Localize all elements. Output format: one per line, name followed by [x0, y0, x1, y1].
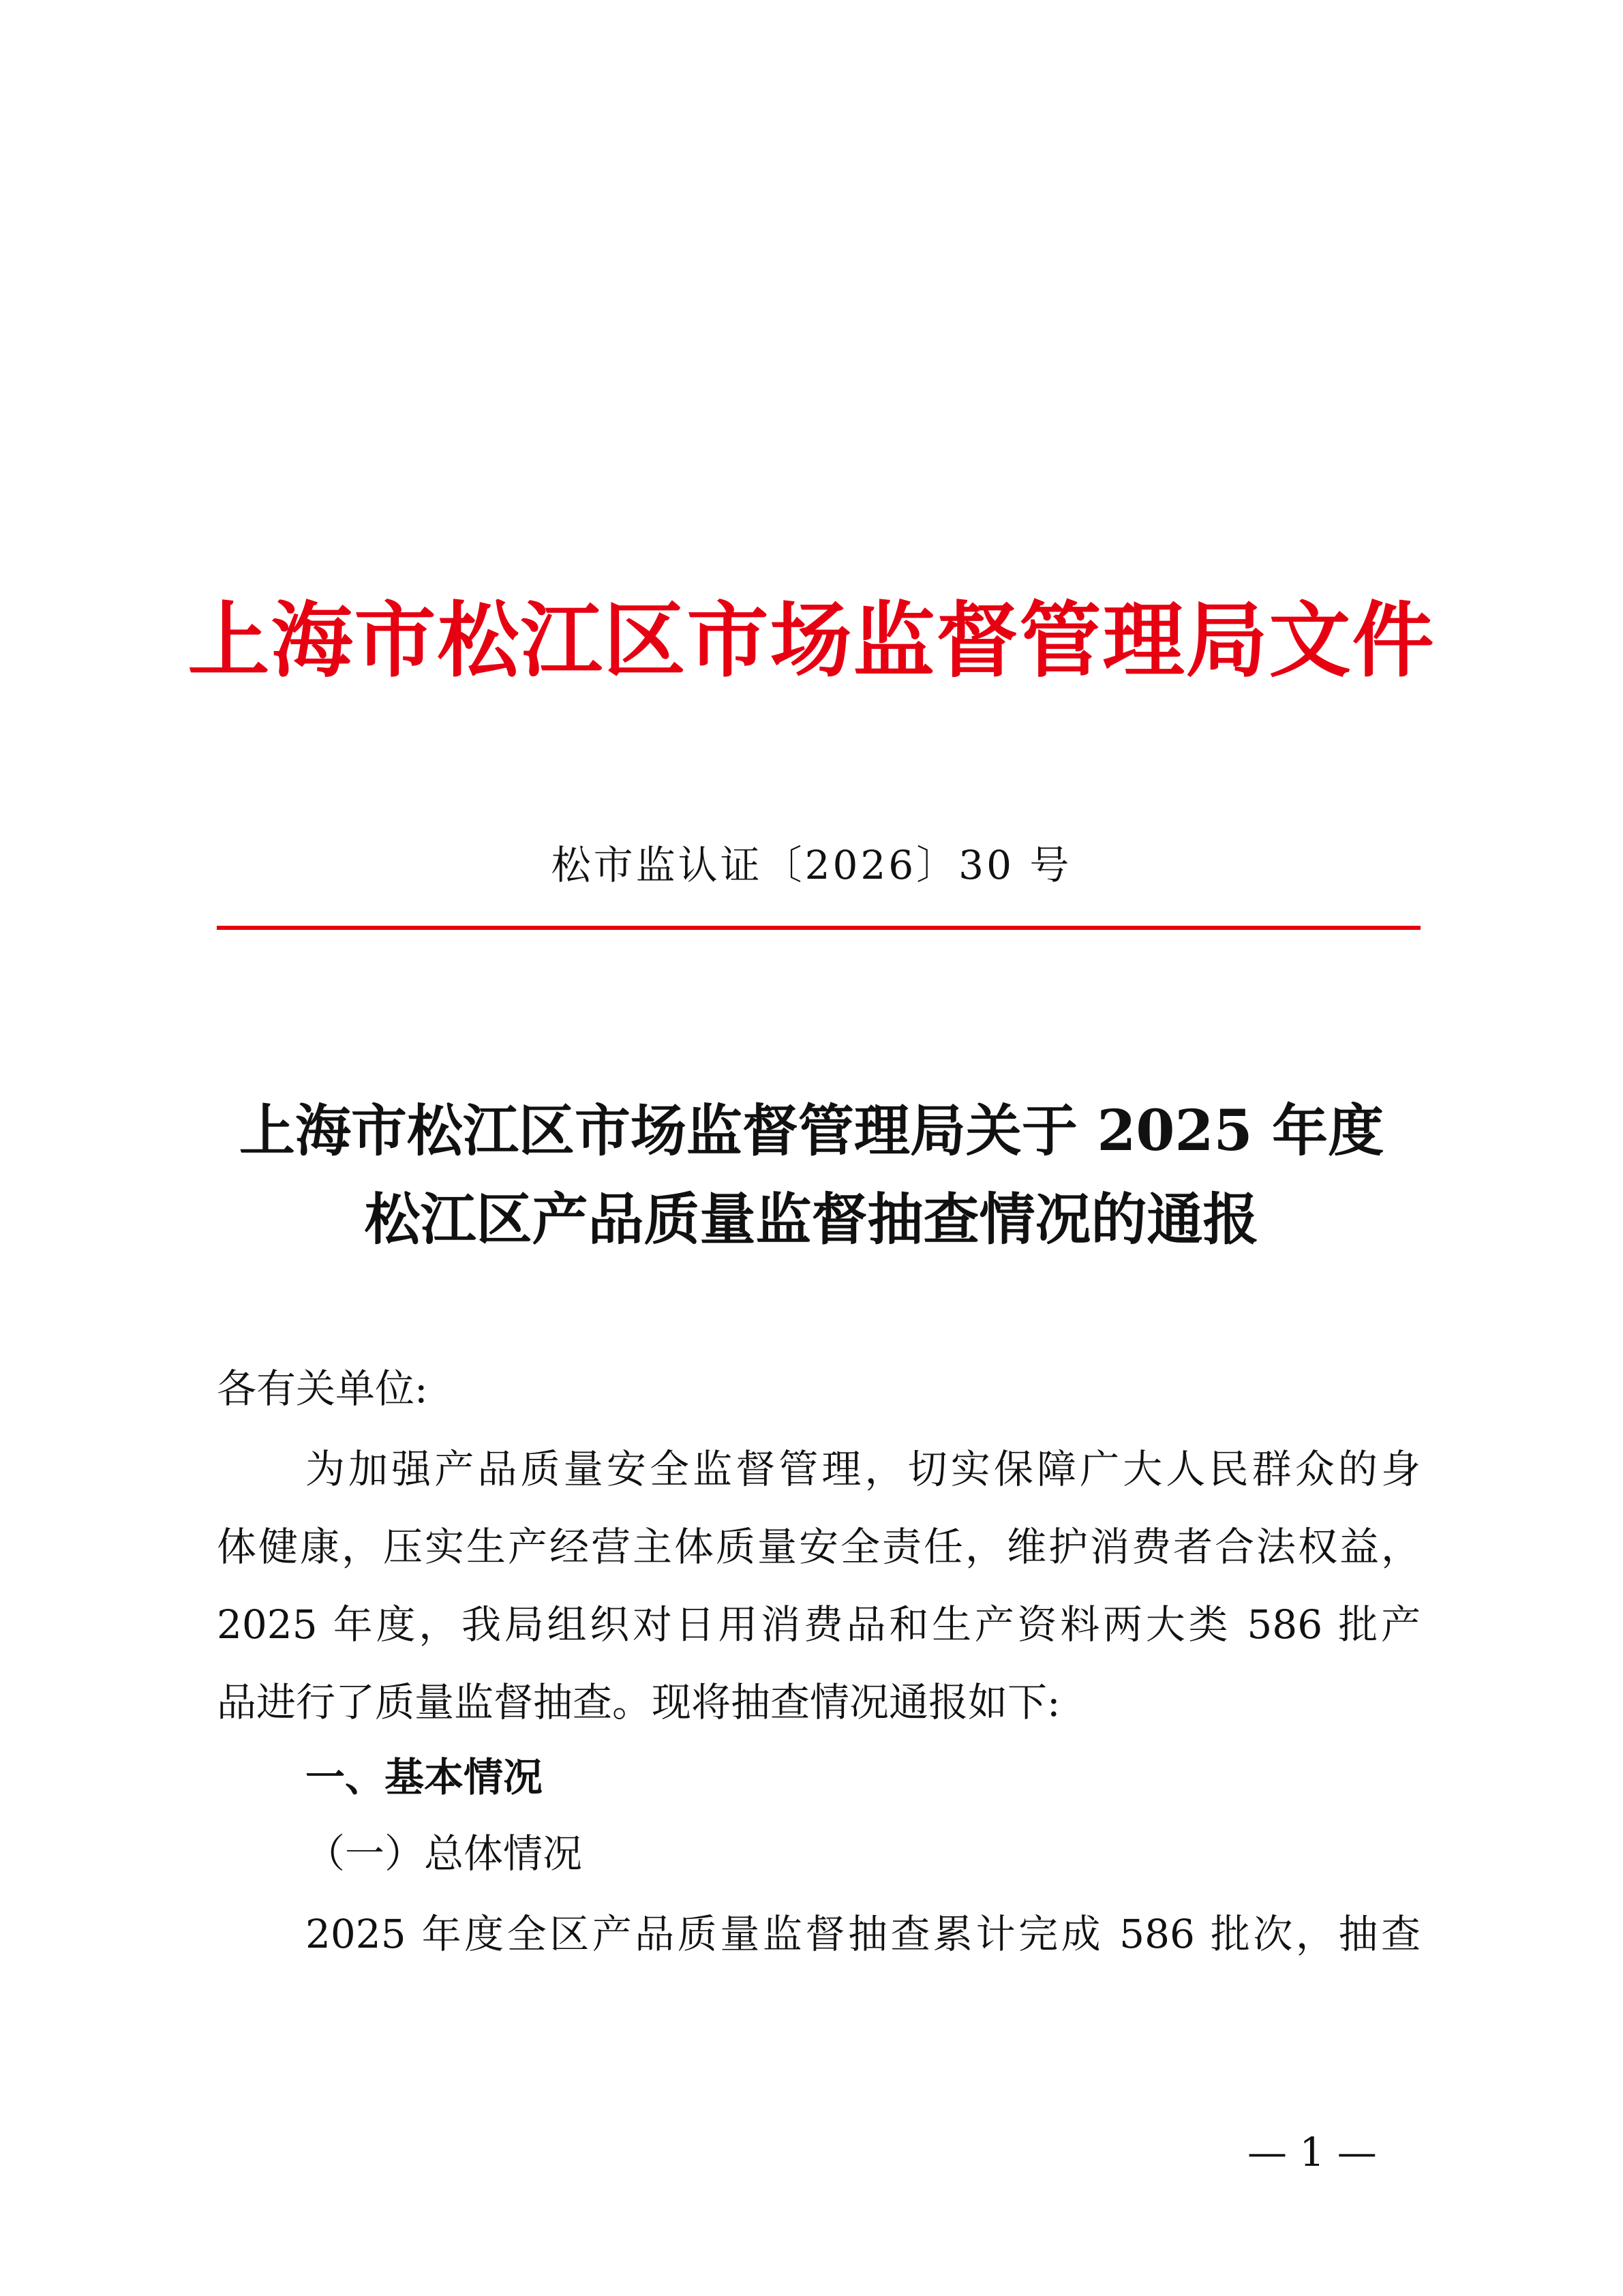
body-paragraph-line: 品进行了质量监督抽查。现将抽查情况通报如下: — [217, 1679, 1061, 1725]
red-separator-rule — [217, 926, 1421, 930]
issuing-authority-header: 上海市松江区市场监督管理局文件 — [187, 592, 1436, 689]
notice-title-line-1: 上海市松江区市场监督管理局关于 2025 年度 — [239, 1098, 1384, 1164]
body-paragraph-line: 体健康，压实生产经营主体质量安全责任，维护消费者合法权益， — [217, 1524, 1421, 1570]
body-paragraph-line: 2025 年度，我局组织对日用消费品和生产资料两大类 586 批产 — [217, 1601, 1421, 1648]
body-paragraph-line: 2025 年度全区产品质量监督抽查累计完成 586 批次，抽查 — [305, 1911, 1421, 1957]
salutation: 各有关单位: — [217, 1365, 428, 1412]
notice-title-line-2: 松江区产品质量监督抽查情况的通报 — [364, 1187, 1259, 1252]
body-paragraph-line: 为加强产品质量安全监督管理，切实保障广大人民群众的身 — [305, 1446, 1421, 1492]
document-number: 松市监认证〔2026〕30 号 — [551, 842, 1072, 888]
section-heading: 一、基本情况 — [305, 1754, 543, 1800]
subsection-heading: （一）总体情况 — [305, 1830, 583, 1877]
page-number: — 1 — — [1247, 2129, 1377, 2175]
